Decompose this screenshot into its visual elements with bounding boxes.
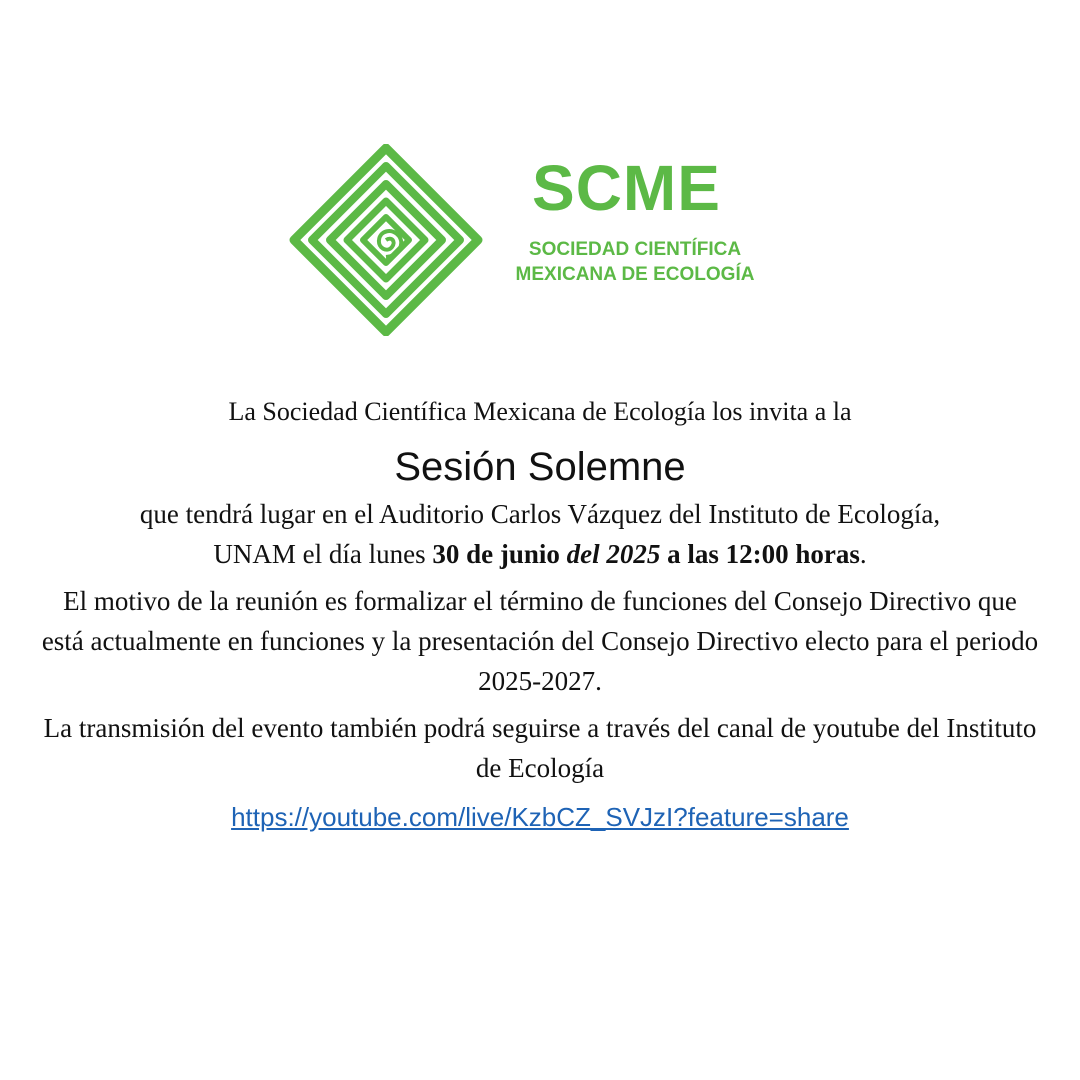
invitation-body xyxy=(40,392,1040,837)
logo-name-line2: MEXICANA DE ECOLOGÍA xyxy=(515,264,755,285)
event-date: 30 de junio xyxy=(432,539,560,569)
broadcast-paragraph: La transmisión del evento también podrá seguirse a través del canal de youtube del Instituto de Ecología xyxy=(43,713,1037,783)
logo-name-line1: SOCIEDAD CIENTÍFICA xyxy=(528,239,742,260)
spiral-diamond-icon xyxy=(288,144,488,336)
event-time: a las 12:00 horas xyxy=(667,539,860,569)
logo-acronym: SCME xyxy=(532,152,721,224)
invitation-intro: La Sociedad Científica Mexicana de Ecología los invita a la xyxy=(228,397,852,426)
location-line2-prefix: UNAM el día lunes xyxy=(213,539,433,569)
event-year: del 2025 xyxy=(566,539,661,569)
location-line2-suffix: . xyxy=(859,539,867,569)
event-title: Sesión Solemne xyxy=(394,445,686,489)
youtube-link[interactable]: https://youtube.com/live/KzbCZ_SVJzI?feature=share xyxy=(231,802,849,832)
event-location-paragraph xyxy=(40,494,1040,574)
location-line1: que tendrá lugar en el Auditorio Carlos Vázquez del Instituto de Ecología, xyxy=(139,499,941,529)
purpose-paragraph: El motivo de la reunión es formalizar el término de funciones del Consejo Directivo que está actualmente en funciones y la presentación del Consejo Directivo electo para el periodo 2025-2027. xyxy=(41,586,1039,696)
